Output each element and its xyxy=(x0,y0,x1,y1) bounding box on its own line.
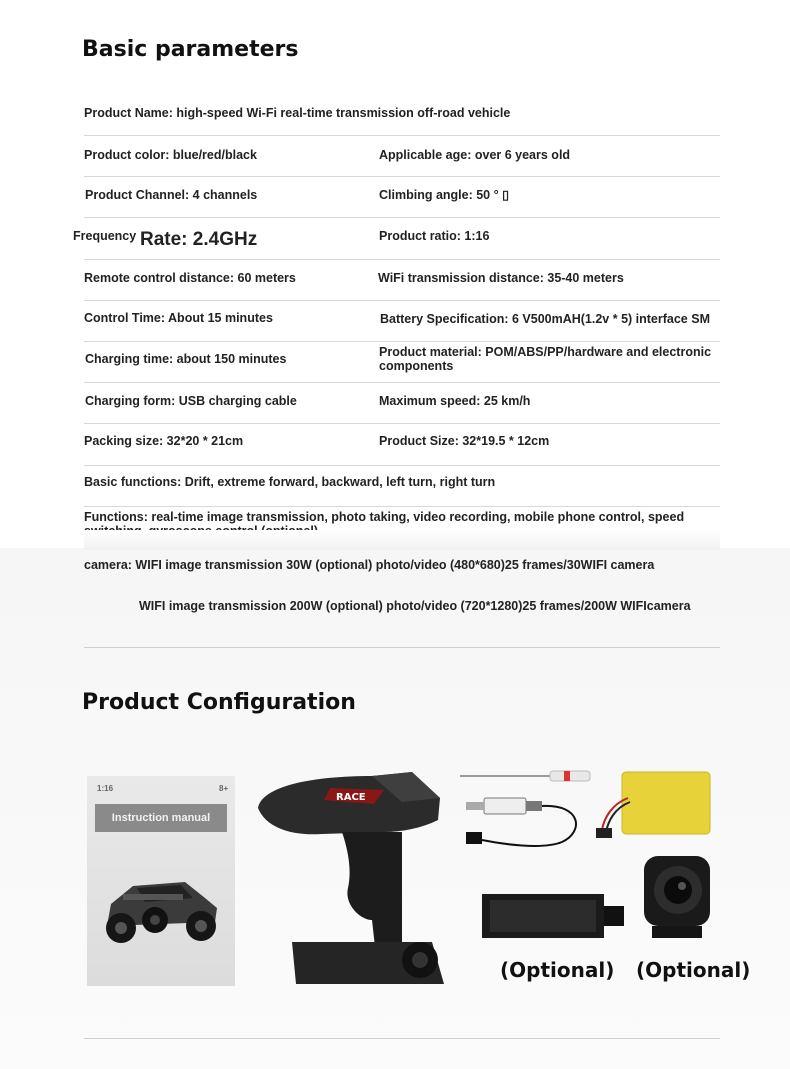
param-product-ratio: Product ratio: 1:16 xyxy=(379,229,490,243)
remote-logo-text: RACE xyxy=(336,792,366,803)
row-divider xyxy=(84,382,720,383)
param-product-color: Product color: blue/red/black xyxy=(84,148,257,162)
optional-label-phone-holder: (Optional) xyxy=(500,958,615,982)
row-divider xyxy=(84,300,720,301)
row-divider xyxy=(84,259,720,260)
param-max-speed: Maximum speed: 25 km/h xyxy=(379,394,531,408)
row-shadow-strip xyxy=(84,530,720,550)
param-basic-functions: Basic functions: Drift, extreme forward, backward, left turn, right turn xyxy=(84,475,496,489)
param-product-size: Product Size: 32*19.5 * 12cm xyxy=(379,434,550,448)
instruction-manual-image xyxy=(87,776,235,986)
param-camera-200w: WIFI image transmission 200W (optional) photo/video (720*1280)25 frames/200W WIFIcamera xyxy=(139,599,691,613)
instruction-manual-label: Instruction manual xyxy=(95,804,227,832)
param-product-material: Product material: POM/ABS/PP/hardware and electronic components xyxy=(379,345,712,373)
rc-car-icon xyxy=(93,864,229,954)
row-divider xyxy=(84,135,720,136)
param-packing-size: Packing size: 32*20 * 21cm xyxy=(84,434,244,448)
section-divider xyxy=(84,647,720,648)
row-divider xyxy=(84,341,720,342)
battery-pack-icon xyxy=(592,770,714,840)
param-climbing-angle: Climbing angle: 50 ° ▯ xyxy=(379,188,509,202)
param-battery-spec: Battery Specification: 6 V500mAH(1.2v * 5) interface SM xyxy=(380,312,710,326)
screwdriver-icon xyxy=(460,768,592,784)
param-charging-time: Charging time: about 150 minutes xyxy=(85,352,287,366)
param-remote-distance: Remote control distance: 60 meters xyxy=(84,271,296,285)
row-divider xyxy=(84,423,720,424)
param-wifi-distance: WiFi transmission distance: 35-40 meters xyxy=(378,271,624,285)
wifi-camera-icon xyxy=(638,852,718,942)
param-charging-form: Charging form: USB charging cable xyxy=(85,394,297,408)
remote-control-icon xyxy=(252,770,447,988)
param-control-time: Control Time: About 15 minutes xyxy=(84,311,273,325)
param-product-name: Product Name: high-speed Wi-Fi real-time transmission off-road vehicle xyxy=(84,106,511,120)
param-functions: Functions: real-time image transmission, photo taking, video recording, mobile phone control, speed xyxy=(84,510,685,524)
param-frequency-rate: Rate: 2.4GHz xyxy=(140,229,258,250)
param-product-channel: Product Channel: 4 channels xyxy=(85,188,258,202)
row-divider xyxy=(84,176,720,177)
param-applicable-age: Applicable age: over 6 years old xyxy=(379,148,571,162)
param-frequency-label: Frequency xyxy=(73,229,137,243)
param-camera-30w: camera: WIFI image transmission 30W (optional) photo/video (480*680)25 frames/30WIFI camera xyxy=(84,558,655,572)
manual-age-tag: 8+ xyxy=(219,784,229,793)
row-divider xyxy=(84,217,720,218)
phone-holder-icon xyxy=(476,888,628,944)
row-divider xyxy=(84,506,720,507)
optional-label-camera: (Optional) xyxy=(636,958,751,982)
bottom-divider xyxy=(84,1038,720,1039)
basic-parameters-title: Basic parameters xyxy=(82,37,299,62)
row-divider xyxy=(84,465,720,466)
usb-cable-icon xyxy=(462,792,592,860)
product-configuration-title: Product Configuration xyxy=(82,690,356,715)
manual-scale-tag: 1:16 xyxy=(97,784,114,793)
